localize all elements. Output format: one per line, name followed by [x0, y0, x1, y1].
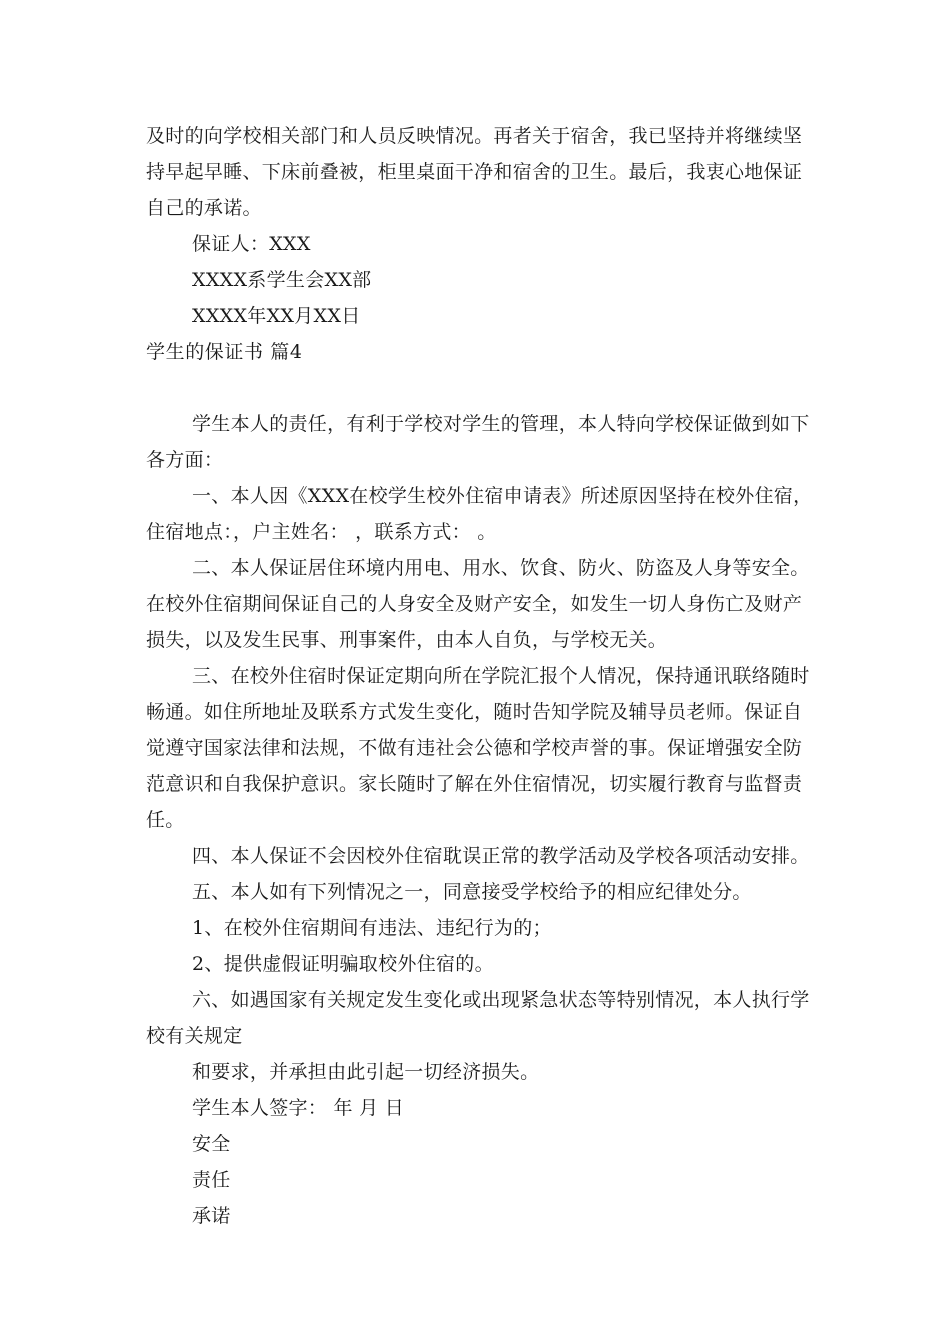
- item-4: 四、本人保证不会因校外住宿耽误正常的教学活动及学校各项活动安排。: [192, 845, 810, 867]
- top-paragraph: [146, 118, 806, 226]
- item-5-sub-2: 2、提供虚假证明骗取校外住宿的。: [192, 953, 494, 975]
- item-5-sub-1: 1、在校外住宿期间有违法、违纪行为的；: [192, 917, 552, 939]
- keyword-tags: [146, 1126, 806, 1234]
- paragraph-line: 在校外住宿期间保证自己的人身安全及财产安全，如发生一切人身伤亡及财产: [146, 593, 803, 615]
- paragraph-line: 各方面：: [146, 449, 224, 471]
- paragraph-line: 三、在校外住宿时保证定期向所在学院汇报个人情况，保持通讯联络随时: [192, 665, 810, 687]
- student-signature-line: 学生本人签字： 年 月 日: [192, 1097, 405, 1119]
- paragraph-line: 学生本人的责任，有利于学校对学生的管理，本人特向学校保证做到如下: [192, 413, 810, 435]
- item-6: [146, 982, 810, 1054]
- paragraph-line: 及时的向学校相关部门和人员反映情况。再者关于宿舍，我已坚持并将继续坚: [146, 125, 803, 147]
- paragraph-line: 畅通。如住所地址及联系方式发生变化，随时告知学院及辅导员老师。保证自: [146, 701, 803, 723]
- tag-safety: 安全: [192, 1133, 231, 1155]
- paragraph-line: 二、本人保证居住环境内用电、用水、饮食、防火、防盗及人身等安全。: [192, 557, 810, 579]
- document-page: [146, 118, 813, 1234]
- paragraph-line: 持早起早睡、下床前叠被，柜里桌面干净和宿舍的卫生。最后，我衷心地保证: [146, 161, 803, 183]
- item-1: [146, 478, 813, 550]
- paragraph-line: 一、本人因《XXX在校学生校外住宿申请表》所述原因坚持在校外住宿，: [192, 485, 813, 507]
- paragraph-line: 自己的承诺。: [146, 197, 262, 219]
- item-6-continuation: 和要求，并承担由此引起一切经济损失。: [192, 1061, 540, 1083]
- signature-block: [146, 226, 806, 334]
- guarantor-name: 保证人：XXX: [192, 233, 311, 255]
- section-heading: 学生的保证书 篇4: [146, 341, 303, 363]
- guarantor-department: XXXX系学生会XX部: [192, 269, 372, 291]
- item-5: 五、本人如有下列情况之一，同意接受学校给予的相应纪律处分。: [192, 881, 752, 903]
- paragraph-line: 住宿地点：，户主姓名： ，联系方式： 。: [146, 521, 497, 543]
- intro-paragraph: [146, 406, 810, 478]
- tag-commitment: 承诺: [192, 1205, 231, 1227]
- item-2: [146, 550, 810, 658]
- tag-responsibility: 责任: [192, 1169, 231, 1191]
- paragraph-line: 六、如遇国家有关规定发生变化或出现紧急状态等特别情况，本人执行学: [192, 989, 810, 1011]
- paragraph-line: 范意识和自我保护意识。家长随时了解在外住宿情况，切实履行教育与监督责: [146, 773, 803, 795]
- spacer: [146, 370, 806, 406]
- guarantor-date: XXXX年XX月XX日: [192, 305, 361, 327]
- paragraph-line: 觉遵守国家法律和法规，不做有违社会公德和学校声誉的事。保证增强安全防: [146, 737, 803, 759]
- paragraph-line: 任。: [146, 809, 185, 831]
- paragraph-line: 损失，以及发生民事、刑事案件，由本人自负，与学校无关。: [146, 629, 668, 651]
- paragraph-line: 校有关规定: [146, 1025, 243, 1047]
- item-3: [146, 658, 810, 838]
